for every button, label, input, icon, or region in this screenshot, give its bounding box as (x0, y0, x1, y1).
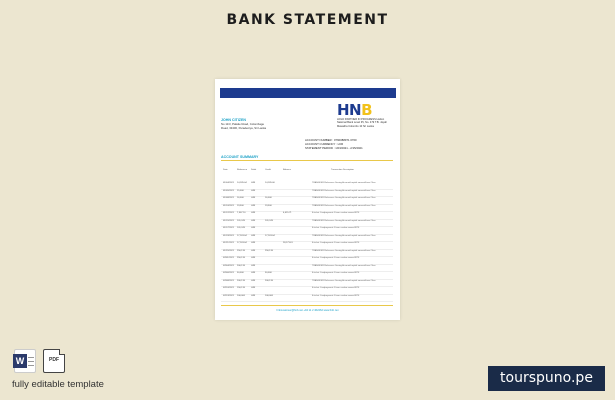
footer-divider (221, 305, 393, 306)
cell-reference: 100,000 (237, 294, 245, 297)
cell-date: 01/21/2021 (223, 242, 234, 244)
page-title: BANK STATEMENT (226, 12, 389, 28)
table-row (221, 265, 393, 272)
cell-debit: LKR (251, 294, 256, 297)
cell-debit: LKR (251, 219, 256, 222)
summary-title: ACCOUNT SUMMARY (221, 155, 259, 159)
table-row (221, 190, 393, 197)
cell-date: 01/08/2021 (223, 197, 234, 199)
cell-date: 02/13/2021 (223, 294, 234, 297)
cell-date: 01/12/2021 (223, 212, 234, 214)
cell-description: E-ticket Cardpayment 4 from cardno:xxxxxx3876 (312, 294, 360, 297)
table-row (221, 295, 393, 302)
cell-credit: 16,000 (265, 197, 272, 199)
word-file-icon (14, 349, 36, 373)
cell-description: TRANSFER Reference Saving Account/capital amount/from Clien (312, 234, 376, 237)
table-row (221, 197, 393, 204)
cell-debit: LKR (251, 257, 256, 259)
cell-reference: 19,500 (237, 204, 244, 207)
cell-debit: LKR (251, 264, 256, 267)
word-letter: W (13, 354, 27, 368)
table-row (221, 205, 393, 212)
cell-date: 02/01/2021 (223, 257, 234, 259)
cell-date: 02/10/2021 (223, 287, 234, 289)
account-info (305, 139, 395, 150)
table-row (221, 220, 393, 227)
cell-description: E-ticket Cardpayment 4 from cardno:xxxxxx3876 (312, 227, 360, 229)
cell-description: E-ticket Cardpayment 4 from cardno:xxxxxx3876 (312, 272, 360, 274)
cell-description: E-ticket Cardpayment 4 from cardno:xxxxxx3876 (312, 242, 360, 244)
cell-reference: 150,135 (237, 287, 245, 289)
account-holder-address: No 11/3, Palatie Road, Colombage Road, 33400, Peradeniya, Sri Lanka (221, 122, 267, 130)
cell-debit: LKR (251, 227, 256, 229)
summary-divider (221, 160, 393, 161)
col-balance: Balance (283, 169, 291, 171)
statement-preview (215, 79, 400, 320)
cell-date: 01/19/2021 (223, 234, 234, 237)
caption: fully editable template (12, 379, 104, 390)
pdf-file-icon (43, 349, 65, 373)
cell-reference: 15,000 (237, 189, 244, 192)
cell-reference: 7,507.10 (237, 212, 246, 214)
cell-reference: 101,245 (237, 227, 245, 229)
cell-reference: 101,245 (237, 219, 245, 222)
cell-reference: 200,135 (237, 264, 245, 267)
cell-description: TRANSFER Reference Saving Account/capital amount/from Clien (312, 204, 376, 207)
cell-debit: LKR (251, 189, 256, 192)
cell-debit: LKR (251, 234, 256, 237)
cell-reference: 50,000 (237, 272, 244, 274)
cell-debit: LKR (251, 197, 256, 199)
cell-debit: LKR (251, 287, 256, 289)
cell-description: TRANSFER Reference Saving Account/capital amount/from Clien (312, 189, 376, 192)
col-date: Date (223, 169, 228, 171)
table-row (221, 280, 393, 287)
cell-description: E-ticket Cardpayment 4 from cardno:xxxxxx3876 (312, 212, 360, 214)
pdf-label: PDF (49, 357, 59, 363)
cell-reference: 250,135 (237, 257, 245, 259)
cell-date: 01/15/2021 (223, 219, 234, 222)
col-credit: Credit (265, 169, 271, 171)
account-number: ACCOUNT NUMBER : 0760088971 0700 (305, 138, 357, 142)
cell-credit: 200,135 (265, 279, 273, 282)
logo-accent: B (361, 101, 373, 119)
table-row (221, 242, 393, 249)
cell-credit: 250,135 (265, 249, 273, 252)
table-row (221, 250, 393, 257)
cell-debit: LKR (251, 204, 256, 207)
cell-balance: 28,173.61 (283, 242, 293, 244)
cell-date: 01/05/2021 (223, 189, 234, 192)
header-bar (220, 88, 396, 98)
cell-date: 01/17/2021 (223, 227, 234, 229)
cell-date: 02/08/2021 (223, 279, 234, 282)
cell-description: TRANSFER Reference Saving Account/capital amount/from Clien (312, 197, 376, 199)
cell-description: TRANSFER Reference Saving Account/capital amount/from Clien (312, 249, 376, 252)
cell-date: 02/06/2021 (223, 272, 234, 274)
logo-main: HN (337, 101, 362, 119)
cell-date: 02/04/2021 (223, 264, 234, 267)
cell-reference: 17,163.04 (237, 242, 247, 244)
table-row (221, 287, 393, 294)
cell-description: TRANSFER Reference Saving Account/capital amount/from Clien (312, 182, 376, 184)
bank-logo (337, 101, 372, 119)
col-debit: Debit (251, 169, 257, 171)
cell-date: 01/25/2021 (223, 249, 234, 252)
cell-reference: 14,185.04 (237, 182, 247, 184)
table-row (221, 182, 393, 189)
cell-debit: LKR (251, 272, 256, 274)
table-row (221, 212, 393, 219)
cell-credit: 19,500 (265, 204, 272, 207)
cell-credit: 100,000 (265, 294, 273, 297)
account-holder-name: JOHN CITIZEN (221, 118, 246, 122)
statement-period: STATEMENT PERIOD : 1/03/2021 - 2/15/2021 (305, 145, 363, 150)
cell-credit: 50,000 (265, 272, 272, 274)
cell-date: 01/04/2021 (223, 182, 234, 184)
cell-reference: 17,163.04 (237, 234, 247, 237)
bank-address: HOLD PARTNER IN PROGRESS Hatton National Bank Level 35, No. 479 T.B. Jayah Mawatha Colombo 10 Sri Lanka (337, 118, 387, 128)
cell-debit: LKR (251, 242, 256, 244)
cell-credit: 14,185.00 (265, 182, 275, 184)
table-row (221, 235, 393, 242)
cell-credit: 17,163.04 (265, 234, 275, 237)
cell-debit: LKR (251, 182, 256, 184)
cell-description: E-ticket Cardpayment 4 from cardno:xxxxxx3876 (312, 257, 360, 259)
table-row (221, 257, 393, 264)
account-currency: ACCOUNT CURRENCY : LKR (305, 141, 344, 146)
col-description: Transaction Description (331, 169, 354, 171)
cell-reference: 200,135 (237, 279, 245, 282)
cell-description: E-ticket Cardpayment 4 from cardno:xxxxxx3876 (312, 287, 360, 289)
cell-debit: LKR (251, 279, 256, 282)
cell-date: 01/10/2021 (223, 204, 234, 207)
table-row (221, 272, 393, 279)
cell-credit: 101,245 (265, 219, 273, 222)
col-ref: Reference (237, 169, 248, 171)
cell-reference: 250,135 (237, 249, 245, 252)
cell-debit: LKR (251, 212, 256, 214)
cell-description: TRANSFER Reference Saving Account/capital amount/from Clien (312, 219, 376, 222)
cell-reference: 16,000 (237, 197, 244, 199)
brand-badge[interactable]: tourspuno.pe (488, 366, 605, 391)
footer-contact: hnbcustomer@hnb.net +94 11 2 462462 www.hnb.net (276, 309, 339, 312)
cell-description: TRANSFER Reference Saving Account/capital amount/from Clien (312, 279, 376, 282)
cell-description: TRANSFER Reference Saving Account/capital amount/from Clien (312, 264, 376, 267)
table-row (221, 227, 393, 234)
cell-balance: 4,015.71 (283, 212, 292, 214)
cell-debit: LKR (251, 249, 256, 252)
